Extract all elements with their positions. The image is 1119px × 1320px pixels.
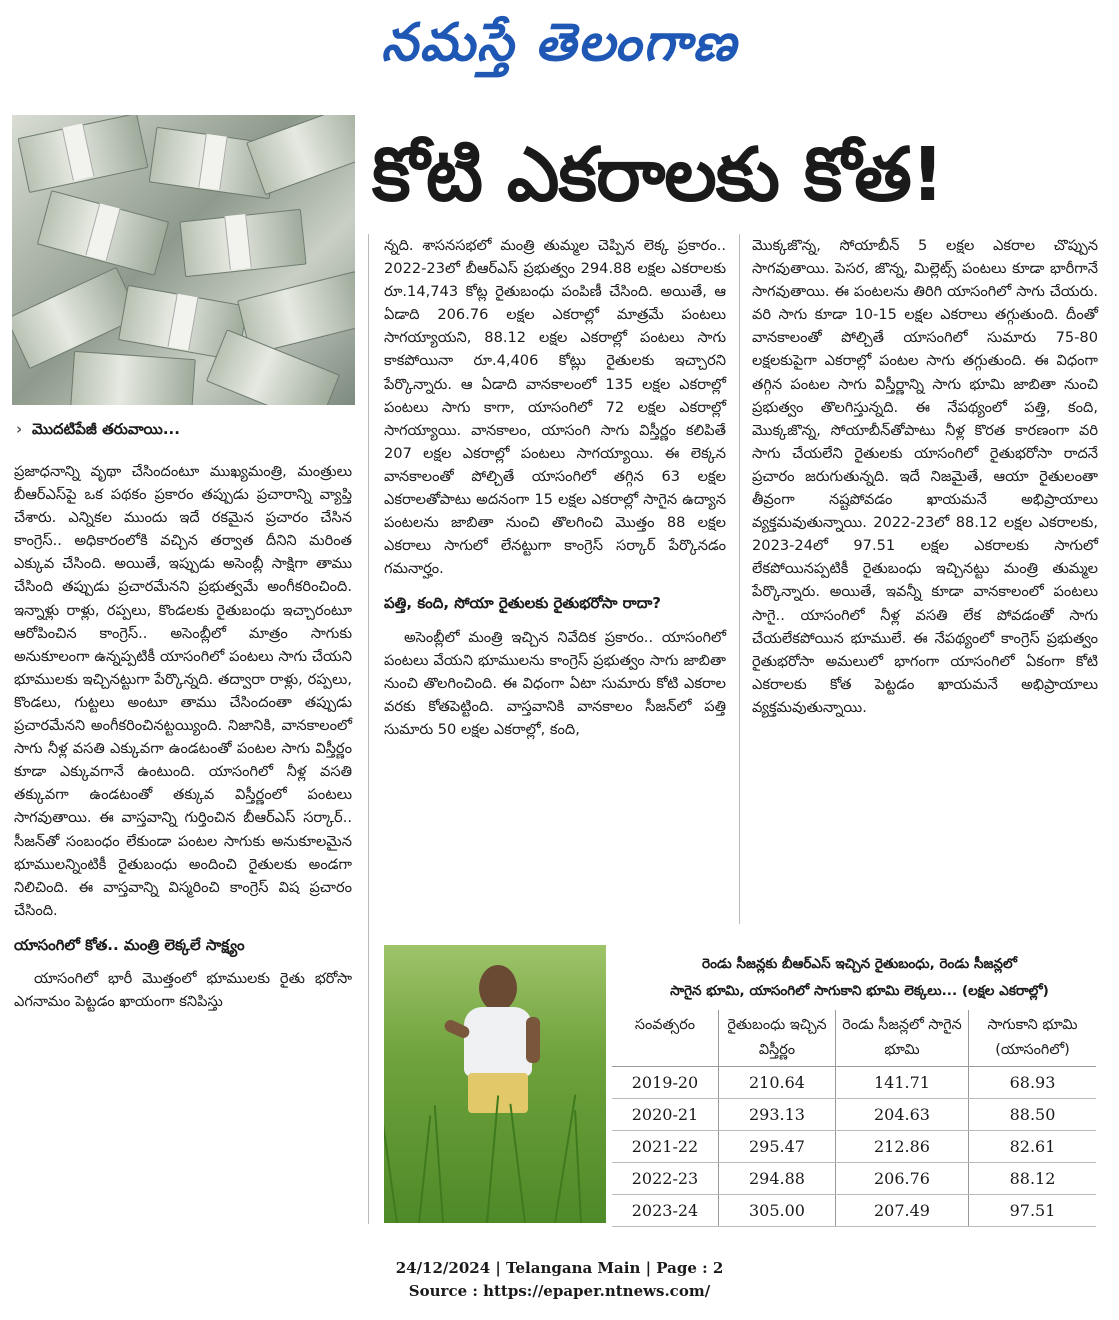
table-caption xyxy=(612,951,1107,1005)
paragraph: యాసంగిలో భారీ మొత్తంలో భూములకు రైతు భరోసా ఎగనామం పెట్టడం ఖాయంగా కనిపిస్తు xyxy=(14,969,352,1011)
column-rule xyxy=(739,234,740,924)
column-header: సాగుకాని భూమి (యాసంగిలో) xyxy=(969,1010,1097,1067)
table-cell: 2020-21 xyxy=(612,1099,719,1131)
table-row xyxy=(612,1163,1096,1195)
column-header: రైతుబంధు ఇచ్చిన విస్తీర్ణం xyxy=(719,1010,836,1067)
chevron-right-icon: › xyxy=(16,420,23,438)
column-rule xyxy=(368,234,369,1224)
table-cell: 82.61 xyxy=(969,1131,1097,1163)
table-header-row xyxy=(612,1010,1096,1067)
caption-line: రెండు సీజన్లకు బీఆర్ఎస్ ఇచ్చిన రైతుబంధు, రెండు సీజన్లలో xyxy=(702,956,1017,972)
article-column-3 xyxy=(752,234,1098,719)
table-cell: 68.93 xyxy=(969,1067,1097,1099)
table-cell: 210.64 xyxy=(719,1067,836,1099)
table-cell: 2023-24 xyxy=(612,1195,719,1227)
column-header: సంవత్సరం xyxy=(612,1010,719,1067)
caption-line: సాగైన భూమి, యాసంగిలో సాగుకాని భూమి లెక్కలు... (లక్షల ఎకరాల్లో) xyxy=(670,983,1049,999)
table-cell: 88.50 xyxy=(969,1099,1097,1131)
kicker-text: మొదటిపేజీ తరువాయి... xyxy=(32,420,180,438)
table-cell: 2022-23 xyxy=(612,1163,719,1195)
source-link[interactable]: Source : https://epaper.ntnews.com/ xyxy=(408,1282,711,1300)
subheading: పత్తి, కంది, సోయా రైతులకు రైతుభరోసా రాదా? xyxy=(384,594,662,613)
subheading: యాసంగిలో కోత.. మంత్రి లెక్కలే సాక్ష్యం xyxy=(14,935,245,954)
table-cell: 2019-20 xyxy=(612,1067,719,1099)
table-row xyxy=(612,1067,1096,1099)
paragraph: మొక్కజొన్న, సోయాబీన్ 5 లక్షల ఎకరాల చొప్పున సాగవుతాయి. పెసర, జొన్న, మిల్లెట్స్ పంటలు కూడా భారీగానే సాగవుతాయి. ఈ పంటలను తిరిగి యాసంగిలో సాగు చేయరు. వరి సాగు కూడా 10-15 లక్షల ఎకరాలు తగ్గుతుంది. దీంతో వానకాలంతో పోల్చితే యాసంగిలో సుమారు 75-80 లక్షలకుపైగా ఎకరాల్లో పంటల సాగు తగ్గుతుంది. ఈ విధంగా తగ్గిన పంటల సాగు విస్తీర్ణాన్ని సాగు భూమి జాబితా నుంచి ప్రభుత్వం తొలగిస్తున్నది. ఈ నేపథ్యంలో పత్తి, కంది, మొక్కజొన్న, సోయాబీన్‌తోపాటు నీళ్ల కొరత కారణంగా వరి సాగు చేయలేని రైతులకు యాసంగిలో రైతుభరోసా రాదనే ప్రచారం జరుగుతున్నది. ఇదే నిజమైతే, ఆయా రైతులంతా తీవ్రంగా నష్టపోవడం ఖాయమనే అభిప్రాయాలు వ్యక్తమవుతున్నాయి. 2022-23లో 88.12 లక్షల ఎకరాలకు, 2023-24లో 97.51 లక్షల ఎకరాలకు సాగులో లేకపోయినప్పటికీ రైతుబంధు ఇచ్చినట్టు మంత్రి తుమ్మల పేర్కొన్నారు. అయితే, ఇవన్నీ కూడా వానకాలంలో పంటలు సాగై.. యాసంగిలో నీళ్ల వసతి లేక పోవడంతో సాగు చేయలేకపోయిన భూములే. ఈ నేపథ్యంలో కాంగ్రెస్ ప్రభుత్వం రైతుభరోసా అమలులో భాగంగా యాసంగిలో ఏకంగా కోటి ఎకరాలకు కోత పెట్టడం ఖాయమనే అభిప్రాయాలు వ్యక్తమవుతున్నాయి. xyxy=(752,237,1098,716)
currency-bundles-photo xyxy=(12,115,355,405)
table-cell: 141.71 xyxy=(836,1067,969,1099)
table-cell: 204.63 xyxy=(836,1099,969,1131)
table-cell: 207.49 xyxy=(836,1195,969,1227)
article-column-2 xyxy=(384,234,726,741)
table-cell: 97.51 xyxy=(969,1195,1097,1227)
table-cell: 295.47 xyxy=(719,1131,836,1163)
masthead: నమస్తే తెలంగాణ xyxy=(381,13,738,73)
paragraph: అసెంబ్లీలో మంత్రి ఇచ్చిన నివేదిక ప్రకారం.. యాసంగిలో పంటలు వేయని భూములను కాంగ్రెస్ ప్రభుత్వం సాగు జాబితా నుంచి తొలగించింది. ఈ విధంగా ఏటా సుమారు కోటి ఎకరాల వరకు కోతపెట్టింది. వాస్తవానికి వానకాలం సీజన్‌లో పత్తి సుమారు 50 లక్షల ఎకరాల్లో, కంది, xyxy=(384,628,726,738)
continuation-kicker xyxy=(16,418,356,440)
farmer-field-photo xyxy=(384,945,606,1223)
farmer-figure xyxy=(479,965,517,1011)
table-row xyxy=(612,1099,1096,1131)
table-cell: 305.00 xyxy=(719,1195,836,1227)
paragraph: ప్రజాధనాన్ని వృథా చేసిందంటూ ముఖ్యమంత్రి, మంత్రులు బీఆర్ఎస్‌పై ఒక పథకం ప్రకారం తప్పుడు ప్రచారాన్ని వ్యాప్తి చేశారు. ఎన్నికల ముందు ఇదే రకమైన ప్రచారం చేసిన కాంగ్రెస్.. అధికారంలోకి వచ్చిన తర్వాత దీనిని మరింత ఎక్కువ చేసింది. అయితే, ఇప్పుడు అసెంబ్లీ సాక్షిగా తాము చేసింది తప్పుడు ప్రచారమేనని ప్రభుత్వమే అంగీకరించింది. ఇన్నాళ్లు రాళ్లు, రప్పలు, కొండలకు రైతుబంధు ఇచ్చారంటూ ఆరోపించిన కాంగ్రెస్.. అసెంబ్లీలో మాత్రం సాగుకు అనుకూలంగా ఉన్నప్పటికీ యాసంగిలో పంటలు సాగు చేయని భూములకు ఇచ్చినట్టుగా పేర్కొన్నది. తద్వారా రాళ్లు, రప్పలు, కొండలు, గుట్టలు అంటూ తాము చేసిందంతా తప్పుడు ప్రచారమేనని అంగీకరించినట్టయ్యింది. నిజానికి, వానకాలంలో సాగు నీళ్ల వసతి ఎక్కువగా ఉండటంతో పంటల సాగు విస్తీర్ణం కూడా ఎక్కువగానే ఉంటుంది. యాసంగిలో నీళ్ల వసతి తక్కువగా ఉండటంతో తక్కువ విస్తీర్ణంలో పంటలు సాగవుతాయి. ఈ వాస్తవాన్ని గుర్తించిన బీఆర్ఎస్ సర్కార్.. సీజన్‌తో సంబంధం లేకుండా పంటల సాగుకు అనుకూలమైన భూములన్నింటికీ రైతుబంధు అందించి రైతులకు అండగా నిలిచింది. ఈ వాస్తవాన్ని విస్మరించి కాంగ్రెస్ విష ప్రచారం చేసింది. xyxy=(14,463,352,919)
table-cell: 2021-22 xyxy=(612,1131,719,1163)
table-row xyxy=(612,1131,1096,1163)
paragraph: న్నది. శాసనసభలో మంత్రి తుమ్మల చెప్పిన లెక్క ప్రకారం.. 2022-23లో బీఆర్ఎస్ ప్రభుత్వం 294.88 లక్షల ఎకరాలకు రూ.14,743 కోట్ల రైతుబంధు పంపిణీ చేసింది. అయితే, ఆ ఏడాది 206.76 లక్షల ఎకరాల్లో మాత్రమే పంటలు సాగయ్యాయని, 88.12 లక్షల ఎకరాల్లో పంటలు సాగు కాకపోయినా రూ.4,406 కోట్లు రైతులకు ఇచ్చారని పేర్కొన్నారు. ఆ ఏడాది వానకాలంలో 135 లక్షల ఎకరాల్లో పంటలు సాగు కాగా, యాసంగిలో 72 లక్షల ఎకరాల్లో సాగయ్యాయి. వానకాలం, యాసంగి సాగు విస్తీర్ణం కలిపితే 207 లక్షల ఎకరాల్లో పంటలు సాగయ్యాయి. ఈ లెక్కన వానకాలంతో పోల్చితే యాసంగిలో తగ్గిన 63 లక్షల ఎకరాలతోపాటు అదనంగా 15 లక్షల ఎకరాల్లో సాగైన ఉద్యాన పంటలను జాబితా నుంచి తొలగించి మొత్తం 88 లక్షల ఎకరాలు సాగులో లేనట్టుగా కాంగ్రెస్ సర్కార్ పేర్కొనడం గమనార్హం. xyxy=(384,237,726,578)
table-cell: 88.12 xyxy=(969,1163,1097,1195)
table-cell: 206.76 xyxy=(836,1163,969,1195)
table-row xyxy=(612,1195,1096,1227)
headline: కోటి ఎకరాలకు కోత! xyxy=(372,132,944,218)
column-header: రెండు సీజన్లలో సాగైన భూమి xyxy=(836,1010,969,1067)
article-column-1 xyxy=(14,460,352,1013)
table-cell: 293.13 xyxy=(719,1099,836,1131)
edition-info: 24/12/2024 | Telangana Main | Page : 2 xyxy=(395,1259,724,1277)
table-cell: 294.88 xyxy=(719,1163,836,1195)
table-cell: 212.86 xyxy=(836,1131,969,1163)
rythu-bandhu-table xyxy=(612,1010,1096,1227)
